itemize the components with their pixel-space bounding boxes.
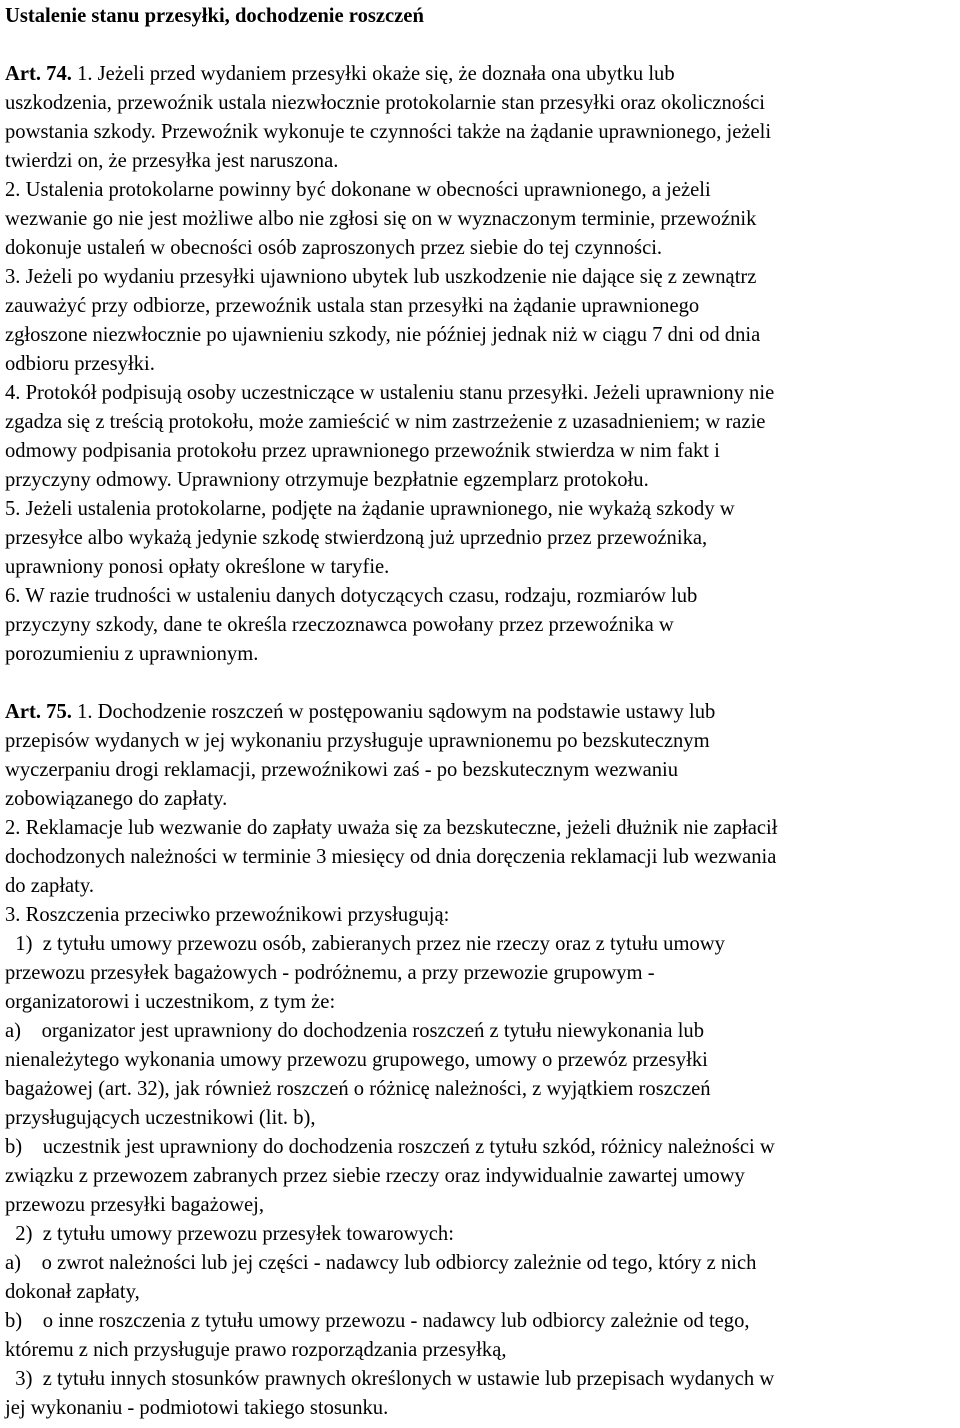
- document-title: Ustalenie stanu przesyłki, dochodzenie roszczeń: [5, 5, 424, 27]
- article-75-line: b) o inne roszczenia z tytułu umowy przewozu - nadawcy lub odbiorcy zależnie od tego,: [5, 1310, 750, 1332]
- spacer: [5, 669, 958, 698]
- article-75-line: 2) z tytułu umowy przewozu przesyłek towarowych:: [5, 1223, 454, 1245]
- article-74-line: uprawniony ponosi opłaty określone w taryfie.: [5, 556, 390, 578]
- article-75-text: 1. Dochodzenie roszczeń w postępowaniu sądowym na podstawie ustawy lub: [71, 701, 716, 723]
- article-74-line: 3. Jeżeli po wydaniu przesyłki ujawniono ubytek lub uszkodzenie nie dające się z zewnątrz: [5, 266, 757, 288]
- article-74-line: 2. Ustalenia protokolarne powinny być dokonane w obecności uprawnionego, a jeżeli: [5, 179, 711, 201]
- article-74-line: zgłoszone niezwłocznie po ujawnieniu szkody, nie później jednak niż w ciągu 7 dni od dnia: [5, 324, 761, 346]
- article-75-line: 2. Reklamacje lub wezwanie do zapłaty uważa się za bezskuteczne, jeżeli dłużnik nie zapłacił: [5, 817, 778, 839]
- article-75-line: przysługujących uczestnikowi (lit. b),: [5, 1107, 316, 1129]
- spacer: [5, 31, 958, 60]
- article-74-line: przyczyny odmowy. Uprawniony otrzymuje bezpłatnie egzemplarz protokołu.: [5, 469, 649, 491]
- article-75-line: bagażowej (art. 32), jak również roszczeń o różnicę należności, z wyjątkiem roszczeń: [5, 1078, 711, 1100]
- article-75-line: wyczerpaniu drogi reklamacji, przewoźnikowi zaś - po bezskutecznym wezwaniu: [5, 759, 679, 781]
- article-74-line: 6. W razie trudności w ustaleniu danych dotyczących czasu, rodzaju, rozmiarów lub: [5, 585, 698, 607]
- article-75-line: dokonał zapłaty,: [5, 1281, 140, 1303]
- article-74: [5, 60, 958, 669]
- article-74-line-0: [5, 60, 958, 89]
- article-74-line: dokonuje ustaleń w obecności osób zaproszonych przez siebie do tej czynności.: [5, 237, 663, 259]
- article-75-line: do zapłaty.: [5, 875, 95, 897]
- article-75-line: a) organizator jest uprawniony do dochodzenia roszczeń z tytułu niewykonania lub: [5, 1020, 705, 1042]
- article-75-line: organizatorowi i uczestnikom, z tym że:: [5, 991, 336, 1013]
- article-75-line-0: [5, 698, 958, 727]
- article-75-line: któremu z nich przysługuje prawo rozporządzania przesyłką,: [5, 1339, 507, 1361]
- article-75-line: 1) z tytułu umowy przewozu osób, zabieranych przez nie rzeczy oraz z tytułu umowy: [5, 933, 725, 955]
- article-75: [5, 698, 958, 1423]
- article-74-line: uszkodzenia, przewoźnik ustala niezwłocznie protokolarnie stan przesyłki oraz okoliczności: [5, 92, 765, 114]
- article-74-line: powstania szkody. Przewoźnik wykonuje te czynności także na żądanie uprawnionego, jeżeli: [5, 121, 772, 143]
- article-74-line: odmowy podpisania protokołu przez uprawnionego przewoźnik stwierdza w nim fakt i: [5, 440, 720, 462]
- article-74-label: Art. 74.: [5, 63, 72, 85]
- article-75-line: a) o zwrot należności lub jej części - nadawcy lub odbiorcy zależnie od tego, który z nich: [5, 1252, 757, 1274]
- article-75-line: przewozu przesyłek bagażowych - podróżnemu, a przy przewozie grupowym -: [5, 962, 655, 984]
- article-74-line: przesyłce albo wykażą jedynie szkodę stwierdzoną już uprzednio przez przewoźnika,: [5, 527, 708, 549]
- article-75-line: 3) z tytułu innych stosunków prawnych określonych w ustawie lub przepisach wydanych w: [5, 1368, 775, 1390]
- article-74-line: porozumieniu z uprawnionym.: [5, 643, 259, 665]
- article-75-line: 3. Roszczenia przeciwko przewoźnikowi przysługują:: [5, 904, 450, 926]
- article-75-line: przewozu przesyłki bagażowej,: [5, 1194, 265, 1216]
- article-74-line: odbioru przesyłki.: [5, 353, 155, 375]
- article-75-line: nienależytego wykonania umowy przewozu grupowego, umowy o przewóz przesyłki: [5, 1049, 708, 1071]
- article-74-line: 5. Jeżeli ustalenia protokolarne, podjęte na żądanie uprawnionego, nie wykażą szkody w: [5, 498, 735, 520]
- article-75-label: Art. 75.: [5, 701, 72, 723]
- document-page: [5, 0, 958, 1423]
- article-75-line: przepisów wydanych w jej wykonaniu przysługuje uprawnionemu po bezskutecznym: [5, 730, 710, 752]
- article-74-line: zauważyć przy odbiorze, przewoźnik ustala stan przesyłki na żądanie uprawnionego: [5, 295, 700, 317]
- article-74-line: twierdzi on, że przesyłka jest naruszona.: [5, 150, 339, 172]
- article-75-line: zobowiązanego do zapłaty.: [5, 788, 228, 810]
- article-75-line: jej wykonaniu - podmiotowi takiego stosunku.: [5, 1397, 389, 1419]
- article-75-line: dochodzonych należności w terminie 3 miesięcy od dnia doręczenia reklamacji lub wezwania: [5, 846, 777, 868]
- article-75-line: związku z przewozem zabranych przez siebie rzeczy oraz indywidualnie zawartej umowy: [5, 1165, 745, 1187]
- article-74-text: 1. Jeżeli przed wydaniem przesyłki okaże się, że doznała ona ubytku lub: [71, 63, 675, 85]
- article-74-line: wezwanie go nie jest możliwe albo nie zgłosi się on w wyznaczonym terminie, przewoźnik: [5, 208, 757, 230]
- article-74-line: 4. Protokół podpisują osoby uczestniczące w ustaleniu stanu przesyłki. Jeżeli uprawniony nie: [5, 382, 775, 404]
- article-74-line: zgadza się z treścią protokołu, może zamieścić w nim zastrzeżenie z uzasadnieniem; w razie: [5, 411, 766, 433]
- article-75-line: b) uczestnik jest uprawniony do dochodzenia roszczeń z tytułu szkód, różnicy należności w: [5, 1136, 775, 1158]
- article-74-line: przyczyny szkody, dane te określa rzeczoznawca powołany przez przewoźnika w: [5, 614, 674, 636]
